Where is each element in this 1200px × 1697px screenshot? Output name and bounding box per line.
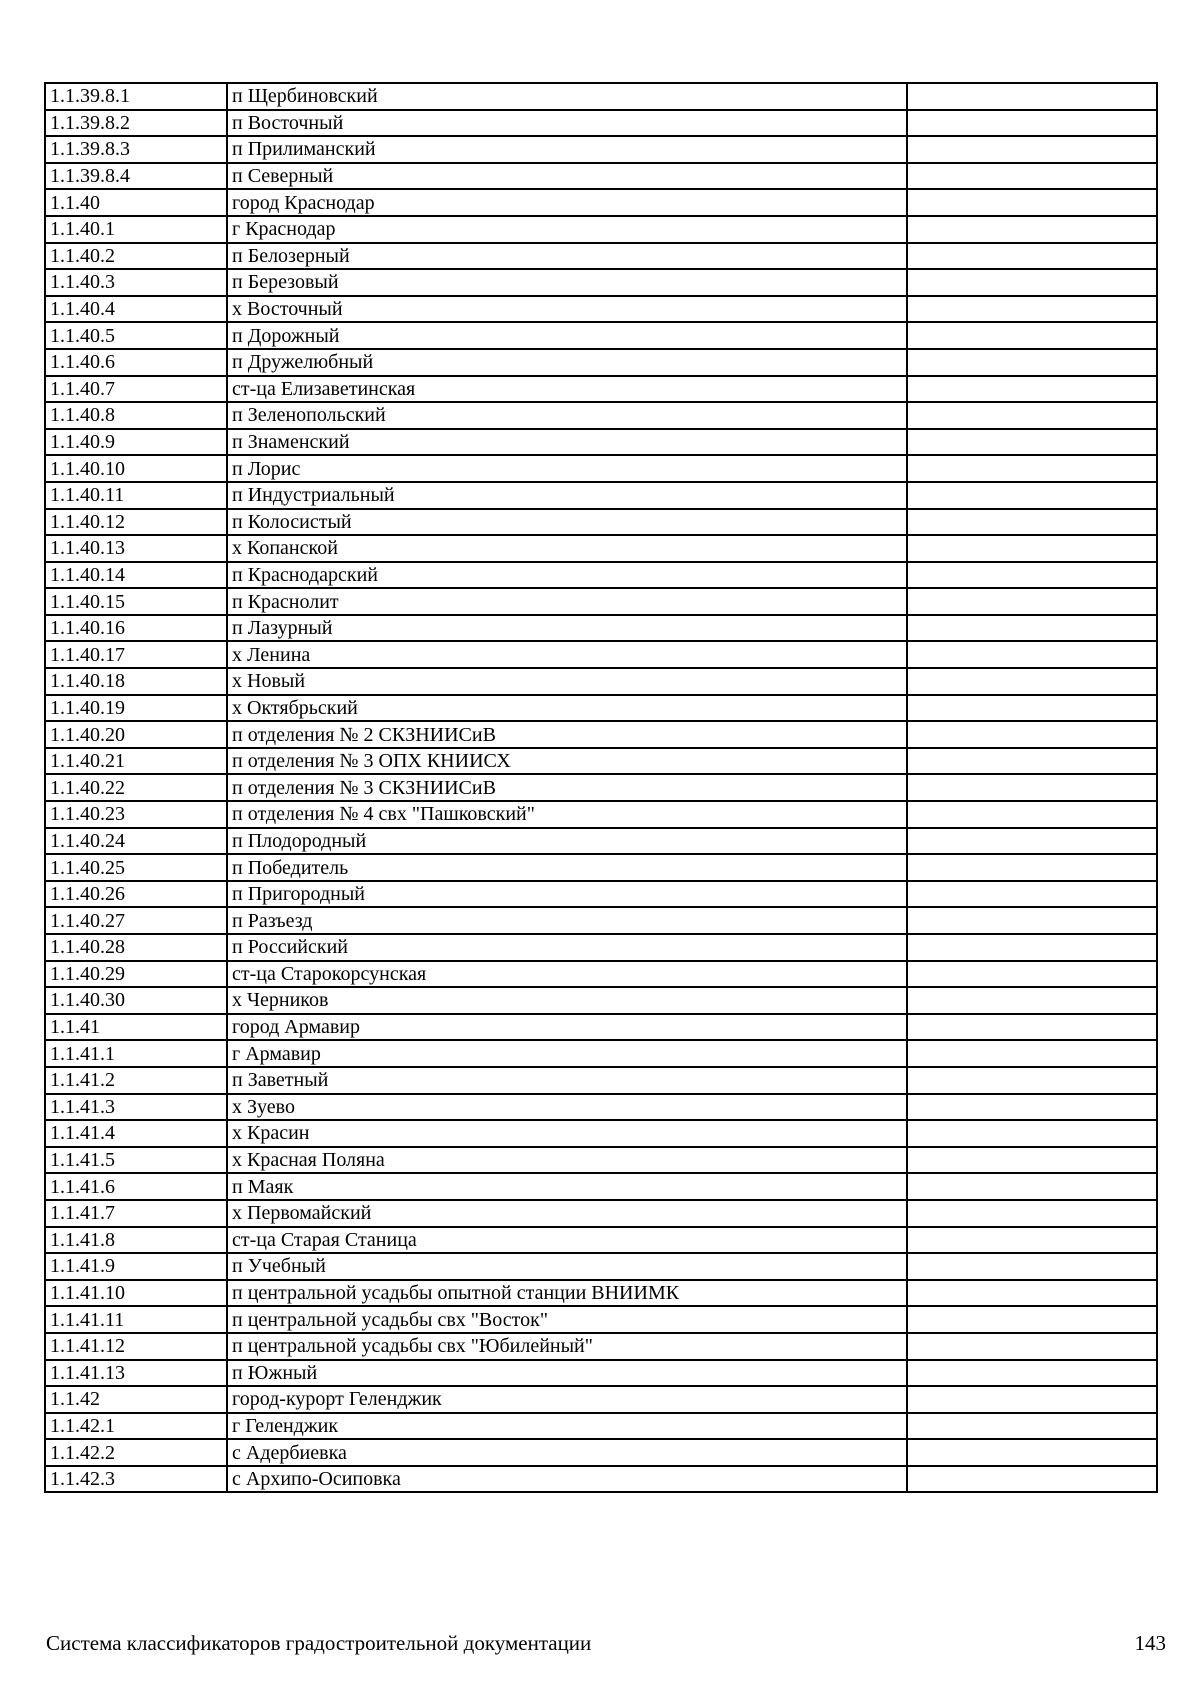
settlement-name-cell: п Плодородный bbox=[227, 828, 907, 855]
table-row bbox=[45, 1306, 1157, 1333]
classifier-code-cell: 1.1.40.30 bbox=[45, 987, 227, 1014]
classifier-code-cell: 1.1.40.23 bbox=[45, 801, 227, 828]
settlement-name-cell: п отделения № 3 СКЗНИИСиВ bbox=[227, 774, 907, 801]
empty-cell bbox=[907, 641, 1157, 668]
table-row bbox=[45, 615, 1157, 642]
table-row bbox=[45, 1466, 1157, 1493]
classifier-code-cell: 1.1.40.17 bbox=[45, 641, 227, 668]
table-row bbox=[45, 535, 1157, 562]
classifier-code-cell: 1.1.39.8.2 bbox=[45, 110, 227, 137]
settlement-name-cell: город Краснодар bbox=[227, 189, 907, 216]
settlement-name-cell: п Щербиновский bbox=[227, 83, 907, 110]
classifier-code-cell: 1.1.41.3 bbox=[45, 1094, 227, 1121]
table-row bbox=[45, 83, 1157, 110]
classifier-code-cell: 1.1.40.29 bbox=[45, 961, 227, 988]
classifier-code-cell: 1.1.40.5 bbox=[45, 322, 227, 349]
empty-cell bbox=[907, 1120, 1157, 1147]
empty-cell bbox=[907, 110, 1157, 137]
settlement-name-cell: п Заветный bbox=[227, 1067, 907, 1094]
table-row bbox=[45, 509, 1157, 536]
classifier-code-cell: 1.1.41.2 bbox=[45, 1067, 227, 1094]
table-row bbox=[45, 402, 1157, 429]
empty-cell bbox=[907, 136, 1157, 163]
table-row bbox=[45, 1413, 1157, 1440]
empty-cell bbox=[907, 774, 1157, 801]
settlement-name-cell: п Северный bbox=[227, 163, 907, 190]
classifier-code-cell: 1.1.40.1 bbox=[45, 216, 227, 243]
empty-cell bbox=[907, 243, 1157, 270]
table-row bbox=[45, 641, 1157, 668]
settlement-name-cell: п Индустриальный bbox=[227, 482, 907, 509]
empty-cell bbox=[907, 402, 1157, 429]
empty-cell bbox=[907, 1227, 1157, 1254]
table-row bbox=[45, 1067, 1157, 1094]
table-row bbox=[45, 1173, 1157, 1200]
classifier-code-cell: 1.1.40.3 bbox=[45, 269, 227, 296]
classifier-code-cell: 1.1.39.8.3 bbox=[45, 136, 227, 163]
table-row bbox=[45, 881, 1157, 908]
classifier-code-cell: 1.1.41.7 bbox=[45, 1200, 227, 1227]
table-row bbox=[45, 721, 1157, 748]
empty-cell bbox=[907, 455, 1157, 482]
table-row bbox=[45, 1040, 1157, 1067]
classifier-code-cell: 1.1.42.2 bbox=[45, 1439, 227, 1466]
settlement-name-cell: п Краснодарский bbox=[227, 562, 907, 589]
settlement-name-cell: п центральной усадьбы свх "Юбилейный" bbox=[227, 1333, 907, 1360]
classifier-code-cell: 1.1.40.22 bbox=[45, 774, 227, 801]
settlement-name-cell: х Красин bbox=[227, 1120, 907, 1147]
empty-cell bbox=[907, 482, 1157, 509]
empty-cell bbox=[907, 163, 1157, 190]
classifier-code-cell: 1.1.39.8.4 bbox=[45, 163, 227, 190]
table-row bbox=[45, 455, 1157, 482]
settlement-name-cell: х Восточный bbox=[227, 296, 907, 323]
settlement-name-cell: город Армавир bbox=[227, 1014, 907, 1041]
empty-cell bbox=[907, 1253, 1157, 1280]
classifier-code-cell: 1.1.41.4 bbox=[45, 1120, 227, 1147]
settlement-name-cell: п центральной усадьбы опытной станции ВНИИМК bbox=[227, 1280, 907, 1307]
classifier-code-cell: 1.1.41.1 bbox=[45, 1040, 227, 1067]
table-row bbox=[45, 243, 1157, 270]
table-row bbox=[45, 1333, 1157, 1360]
classifier-code-cell: 1.1.41.13 bbox=[45, 1360, 227, 1387]
settlement-name-cell: ст-ца Старокорсунская bbox=[227, 961, 907, 988]
table-row bbox=[45, 1147, 1157, 1174]
classifier-code-cell: 1.1.40.28 bbox=[45, 934, 227, 961]
settlement-name-cell: г Краснодар bbox=[227, 216, 907, 243]
settlement-name-cell: п Российский bbox=[227, 934, 907, 961]
settlement-name-cell: п Дорожный bbox=[227, 322, 907, 349]
empty-cell bbox=[907, 1466, 1157, 1493]
table-row bbox=[45, 1439, 1157, 1466]
table-row bbox=[45, 934, 1157, 961]
empty-cell bbox=[907, 1413, 1157, 1440]
empty-cell bbox=[907, 1014, 1157, 1041]
classifier-code-cell: 1.1.40.15 bbox=[45, 588, 227, 615]
page-number: 143 bbox=[1134, 1631, 1166, 1655]
classifier-code-cell: 1.1.40.2 bbox=[45, 243, 227, 270]
empty-cell bbox=[907, 721, 1157, 748]
settlement-name-cell: п отделения № 2 СКЗНИИСиВ bbox=[227, 721, 907, 748]
settlement-name-cell: г Геленджик bbox=[227, 1413, 907, 1440]
settlement-name-cell: х Черников bbox=[227, 987, 907, 1014]
empty-cell bbox=[907, 1200, 1157, 1227]
empty-cell bbox=[907, 1173, 1157, 1200]
classifier-code-cell: 1.1.42.1 bbox=[45, 1413, 227, 1440]
classifier-code-cell: 1.1.42 bbox=[45, 1386, 227, 1413]
classifier-code-cell: 1.1.40.14 bbox=[45, 562, 227, 589]
empty-cell bbox=[907, 987, 1157, 1014]
empty-cell bbox=[907, 1333, 1157, 1360]
table-row bbox=[45, 907, 1157, 934]
classifier-code-cell: 1.1.41.12 bbox=[45, 1333, 227, 1360]
settlement-name-cell: х Новый bbox=[227, 668, 907, 695]
settlement-name-cell: п Колосистый bbox=[227, 509, 907, 536]
empty-cell bbox=[907, 189, 1157, 216]
table-row bbox=[45, 1227, 1157, 1254]
footer-document-title: Система классификаторов градостроительной документации bbox=[46, 1631, 592, 1655]
settlement-name-cell: п Дружелюбный bbox=[227, 349, 907, 376]
empty-cell bbox=[907, 1306, 1157, 1333]
classifier-code-cell: 1.1.40.19 bbox=[45, 695, 227, 722]
empty-cell bbox=[907, 1439, 1157, 1466]
classifier-code-cell: 1.1.40.7 bbox=[45, 376, 227, 403]
table-row bbox=[45, 1280, 1157, 1307]
empty-cell bbox=[907, 1360, 1157, 1387]
empty-cell bbox=[907, 269, 1157, 296]
table-row bbox=[45, 1120, 1157, 1147]
empty-cell bbox=[907, 854, 1157, 881]
classifier-code-cell: 1.1.40.11 bbox=[45, 482, 227, 509]
table-row bbox=[45, 695, 1157, 722]
settlement-name-cell: х Ленина bbox=[227, 641, 907, 668]
classifier-table-body bbox=[45, 83, 1157, 1492]
table-row bbox=[45, 588, 1157, 615]
settlement-name-cell: п Разъезд bbox=[227, 907, 907, 934]
settlement-name-cell: с Адербиевка bbox=[227, 1439, 907, 1466]
empty-cell bbox=[907, 668, 1157, 695]
table-row bbox=[45, 1014, 1157, 1041]
classifier-code-cell: 1.1.40.20 bbox=[45, 721, 227, 748]
empty-cell bbox=[907, 828, 1157, 855]
settlement-name-cell: город-курорт Геленджик bbox=[227, 1386, 907, 1413]
empty-cell bbox=[907, 535, 1157, 562]
settlement-name-cell: п Лорис bbox=[227, 455, 907, 482]
empty-cell bbox=[907, 1094, 1157, 1121]
table-row bbox=[45, 429, 1157, 456]
settlement-name-cell: х Красная Поляна bbox=[227, 1147, 907, 1174]
empty-cell bbox=[907, 509, 1157, 536]
empty-cell bbox=[907, 562, 1157, 589]
empty-cell bbox=[907, 322, 1157, 349]
classifier-code-cell: 1.1.40 bbox=[45, 189, 227, 216]
classifier-code-cell: 1.1.41.5 bbox=[45, 1147, 227, 1174]
empty-cell bbox=[907, 376, 1157, 403]
settlement-name-cell: п Восточный bbox=[227, 110, 907, 137]
empty-cell bbox=[907, 216, 1157, 243]
table-row bbox=[45, 774, 1157, 801]
settlement-name-cell: х Первомайский bbox=[227, 1200, 907, 1227]
settlement-name-cell: ст-ца Старая Станица bbox=[227, 1227, 907, 1254]
table-row bbox=[45, 482, 1157, 509]
classifier-code-cell: 1.1.41 bbox=[45, 1014, 227, 1041]
table-row bbox=[45, 562, 1157, 589]
empty-cell bbox=[907, 907, 1157, 934]
settlement-name-cell: п отделения № 3 ОПХ КНИИСХ bbox=[227, 748, 907, 775]
classifier-table bbox=[44, 82, 1158, 1493]
empty-cell bbox=[907, 1067, 1157, 1094]
empty-cell bbox=[907, 615, 1157, 642]
table-row bbox=[45, 987, 1157, 1014]
settlement-name-cell: п Маяк bbox=[227, 1173, 907, 1200]
table-row bbox=[45, 1094, 1157, 1121]
table-row bbox=[45, 163, 1157, 190]
empty-cell bbox=[907, 934, 1157, 961]
empty-cell bbox=[907, 961, 1157, 988]
empty-cell bbox=[907, 695, 1157, 722]
classifier-code-cell: 1.1.40.8 bbox=[45, 402, 227, 429]
classifier-code-cell: 1.1.41.11 bbox=[45, 1306, 227, 1333]
settlement-name-cell: п Прилиманский bbox=[227, 136, 907, 163]
settlement-name-cell: п Пригородный bbox=[227, 881, 907, 908]
table-row bbox=[45, 136, 1157, 163]
classifier-code-cell: 1.1.41.10 bbox=[45, 1280, 227, 1307]
settlement-name-cell: п Учебный bbox=[227, 1253, 907, 1280]
classifier-code-cell: 1.1.40.9 bbox=[45, 429, 227, 456]
table-row bbox=[45, 269, 1157, 296]
table-row bbox=[45, 216, 1157, 243]
settlement-name-cell: п Победитель bbox=[227, 854, 907, 881]
empty-cell bbox=[907, 588, 1157, 615]
settlement-name-cell: п Краснолит bbox=[227, 588, 907, 615]
empty-cell bbox=[907, 296, 1157, 323]
table-row bbox=[45, 1253, 1157, 1280]
classifier-code-cell: 1.1.42.3 bbox=[45, 1466, 227, 1493]
empty-cell bbox=[907, 801, 1157, 828]
settlement-name-cell: п центральной усадьбы свх "Восток" bbox=[227, 1306, 907, 1333]
empty-cell bbox=[907, 429, 1157, 456]
settlement-name-cell: ст-ца Елизаветинская bbox=[227, 376, 907, 403]
classifier-code-cell: 1.1.40.13 bbox=[45, 535, 227, 562]
classifier-code-cell: 1.1.41.8 bbox=[45, 1227, 227, 1254]
table-row bbox=[45, 189, 1157, 216]
table-row bbox=[45, 748, 1157, 775]
empty-cell bbox=[907, 1280, 1157, 1307]
table-row bbox=[45, 110, 1157, 137]
classifier-code-cell: 1.1.40.16 bbox=[45, 615, 227, 642]
classifier-code-cell: 1.1.40.26 bbox=[45, 881, 227, 908]
settlement-name-cell: с Архипо-Осиповка bbox=[227, 1466, 907, 1493]
classifier-code-cell: 1.1.40.6 bbox=[45, 349, 227, 376]
table-row bbox=[45, 1200, 1157, 1227]
table-row bbox=[45, 296, 1157, 323]
classifier-code-cell: 1.1.40.24 bbox=[45, 828, 227, 855]
classifier-code-cell: 1.1.40.27 bbox=[45, 907, 227, 934]
settlement-name-cell: х Копанской bbox=[227, 535, 907, 562]
settlement-name-cell: п Белозерный bbox=[227, 243, 907, 270]
empty-cell bbox=[907, 1040, 1157, 1067]
settlement-name-cell: х Октябрьский bbox=[227, 695, 907, 722]
table-row bbox=[45, 1386, 1157, 1413]
table-row bbox=[45, 1360, 1157, 1387]
table-row bbox=[45, 854, 1157, 881]
settlement-name-cell: г Армавир bbox=[227, 1040, 907, 1067]
classifier-code-cell: 1.1.41.6 bbox=[45, 1173, 227, 1200]
table-row bbox=[45, 349, 1157, 376]
settlement-name-cell: х Зуево bbox=[227, 1094, 907, 1121]
classifier-code-cell: 1.1.39.8.1 bbox=[45, 83, 227, 110]
table-row bbox=[45, 668, 1157, 695]
classifier-code-cell: 1.1.40.10 bbox=[45, 455, 227, 482]
empty-cell bbox=[907, 881, 1157, 908]
classifier-code-cell: 1.1.40.21 bbox=[45, 748, 227, 775]
table-row bbox=[45, 801, 1157, 828]
classifier-code-cell: 1.1.40.25 bbox=[45, 854, 227, 881]
settlement-name-cell: п Южный bbox=[227, 1360, 907, 1387]
classifier-code-cell: 1.1.40.12 bbox=[45, 509, 227, 536]
settlement-name-cell: п отделения № 4 свх "Пашковский" bbox=[227, 801, 907, 828]
empty-cell bbox=[907, 349, 1157, 376]
settlement-name-cell: п Лазурный bbox=[227, 615, 907, 642]
empty-cell bbox=[907, 1147, 1157, 1174]
settlement-name-cell: п Знаменский bbox=[227, 429, 907, 456]
table-row bbox=[45, 961, 1157, 988]
table-row bbox=[45, 828, 1157, 855]
empty-cell bbox=[907, 1386, 1157, 1413]
table-row bbox=[45, 322, 1157, 349]
classifier-code-cell: 1.1.41.9 bbox=[45, 1253, 227, 1280]
empty-cell bbox=[907, 748, 1157, 775]
classifier-code-cell: 1.1.40.18 bbox=[45, 668, 227, 695]
settlement-name-cell: п Березовый bbox=[227, 269, 907, 296]
settlement-name-cell: п Зеленопольский bbox=[227, 402, 907, 429]
table-row bbox=[45, 376, 1157, 403]
classifier-code-cell: 1.1.40.4 bbox=[45, 296, 227, 323]
empty-cell bbox=[907, 83, 1157, 110]
